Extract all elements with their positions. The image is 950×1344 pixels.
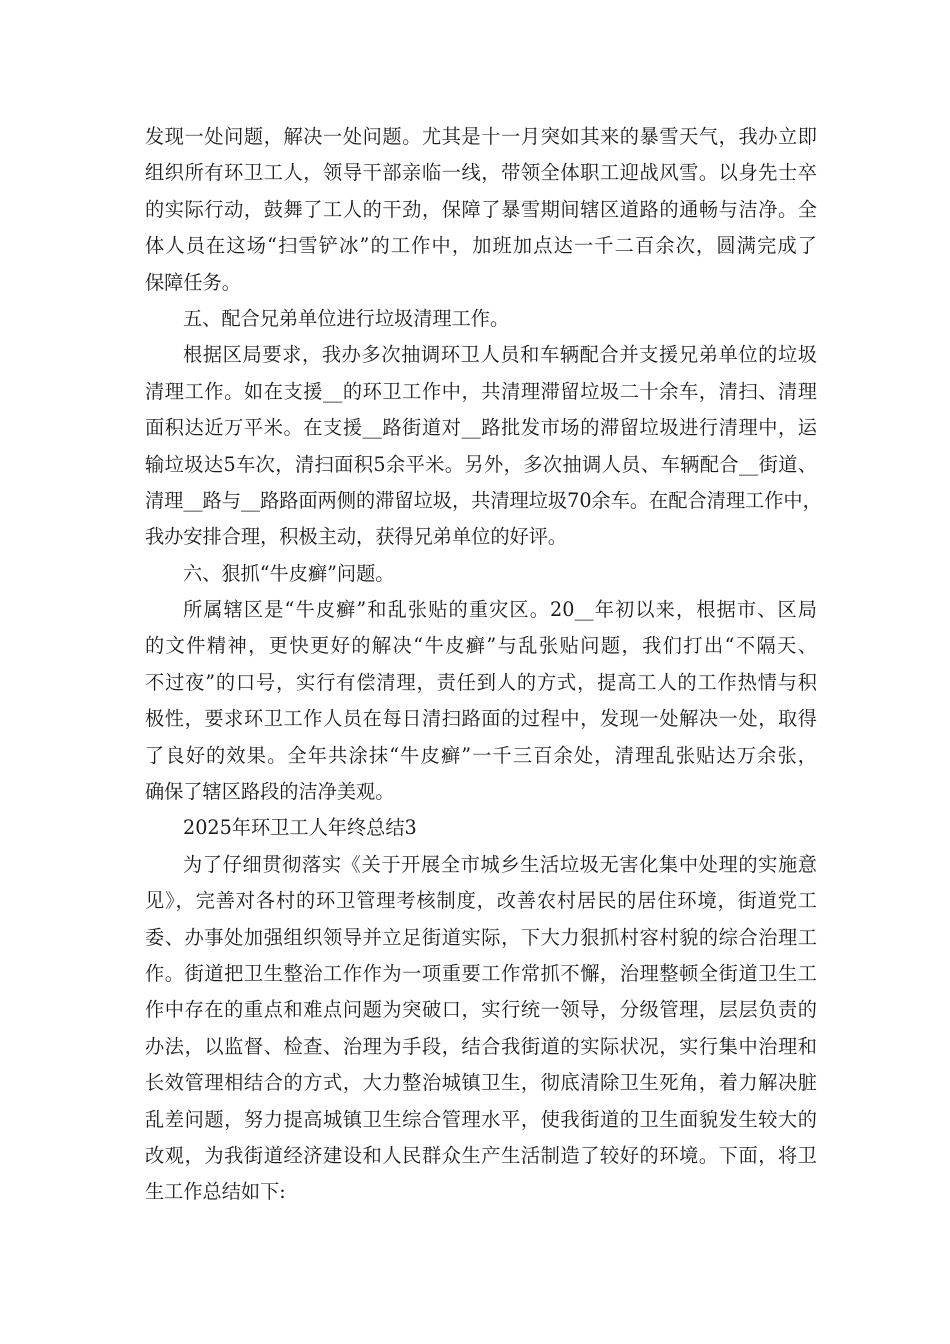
text-line: 了良好的效果。全年共涂抹“牛皮癣”一千三百余处，清理乱张贴达万余张，: [145, 743, 817, 767]
text-line: 清理工作。如在支援__的环卫工作中，共清理滞留垃圾二十余车，清扫、清理: [145, 379, 817, 403]
section-title: 2025年环卫工人年终总结3: [183, 816, 417, 840]
text-line: 委、办事处加强组织领导并立足街道实际，下大力狠抓村容村貌的综合治理工: [145, 925, 817, 949]
section-heading-5: 五、配合兄弟单位进行垃圾清理工作。: [183, 306, 510, 330]
text-line: 清理__路与__路路面两侧的滞留垃圾，共清理垃圾70余车。在配合清理工作中，: [145, 488, 822, 512]
paragraph-summary: [145, 847, 817, 1211]
text-line: 见》，完善对各村的环卫管理考核制度，改善农村居民的居住环境，街道党工: [145, 889, 817, 913]
text-line: 极性，要求环卫工作人员在每日清扫路面的过程中，发现一处解决一处，取得: [145, 707, 817, 731]
text-line: 面积达近万平米。在支援__路街道对__路批发市场的滞留垃圾进行清理中，运: [145, 416, 817, 440]
text-line: 生工作总结如下:: [145, 1180, 286, 1204]
text-line: 的文件精神，更快更好的解决“牛皮癣”与乱张贴问题，我们打出“不隔天、: [145, 634, 817, 658]
text-line: 不过夜”的口号，实行有偿清理，责任到人的方式，提高工人的工作热情与积: [145, 670, 817, 694]
paragraph-6: [145, 592, 817, 810]
section-heading-6: 六、狠抓“牛皮癣”问题。: [183, 561, 395, 585]
text-line: 保障任务。: [145, 270, 241, 294]
text-line: 所属辖区是“牛皮癣”和乱张贴的重灾区。20__年初以来，根据市、区局: [183, 598, 817, 622]
text-line: 办法，以监督、检查、治理为手段，结合我街道的实际状况，实行集中治理和: [145, 1034, 817, 1058]
text-line: 体人员在这场“扫雪铲冰”的工作中，加班加点达一千二百余次，圆满完成了: [145, 234, 817, 258]
text-line: 改观，为我街道经济建设和人民群众生产生活制造了较好的环境。下面，将卫: [145, 1143, 817, 1167]
text-line: 根据区局要求，我办多次抽调环卫人员和车辆配合并支援兄弟单位的垃圾: [183, 343, 817, 367]
paragraph-intro: [145, 119, 817, 301]
text-line: 的实际行动，鼓舞了工人的干劲，保障了暴雪期间辖区道路的通畅与洁净。全: [145, 197, 817, 221]
text-line: 乱差问题，努力提高城镇卫生综合管理水平，使我街道的卫生面貌发生较大的: [145, 1107, 817, 1131]
text-line: 长效管理相结合的方式，大力整治城镇卫生，彻底清除卫生死角，着力解决脏: [145, 1071, 817, 1095]
paragraph-5: [145, 337, 822, 555]
text-line: 发现一处问题，解决一处问题。尤其是十一月突如其来的暴雪天气，我办立即: [145, 125, 817, 148]
text-line: 确保了辖区路段的洁净美观。: [145, 780, 395, 804]
text-line: 我办安排合理，积极主动，获得兄弟单位的好评。: [145, 525, 568, 549]
text-line: 组织所有环卫工人，领导干部亲临一线，带领全体职工迎战风雪。以身先士卒: [145, 161, 817, 185]
document-body: [145, 119, 822, 1211]
text-line: 输垃圾达5车次，清扫面积5余平米。另外，多次抽调人员、车辆配合__街道、: [145, 452, 817, 476]
text-line: 作中存在的重点和难点问题为突破口，实行统一领导，分级管理，层层负责的: [145, 998, 817, 1022]
text-line: 为了仔细贯彻落实《关于开展全市城乡生活垃圾无害化集中处理的实施意: [183, 852, 817, 876]
text-line: 作。街道把卫生整治工作作为一项重要工作常抓不懈，治理整顿全街道卫生工: [145, 961, 817, 985]
